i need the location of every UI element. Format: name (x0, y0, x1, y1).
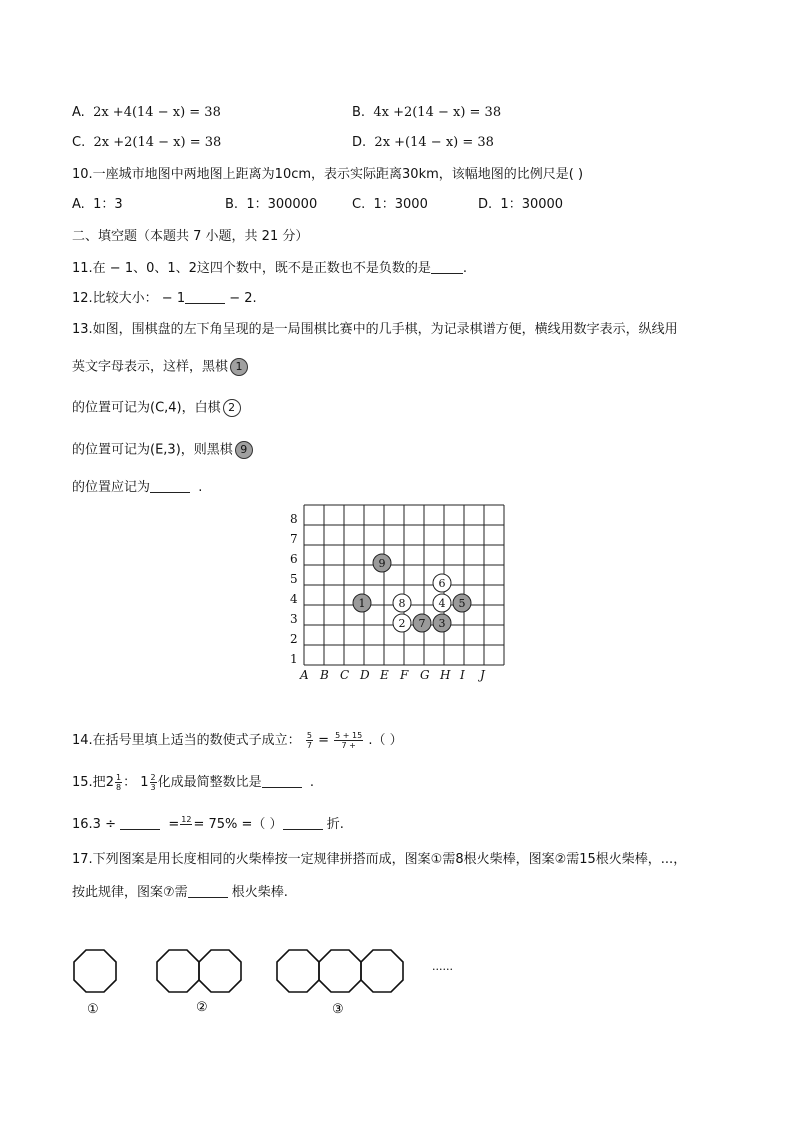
row-label: 5 (290, 572, 298, 586)
octagon-fig2-2 (199, 950, 241, 992)
row-label: 8 (290, 512, 298, 526)
white-stone-2: 2 (223, 399, 241, 417)
q12: 12.比较大小： − 1 − 2. (72, 291, 257, 306)
q16: 16.3 ÷ = 12 = 75% =（ ） 折. (72, 815, 344, 832)
col-label: G (420, 668, 430, 682)
row-label: 7 (290, 532, 298, 546)
white-stone-8 (393, 594, 411, 612)
q10-option-c: C. 1：3000 (352, 197, 428, 212)
q15-fraction-1: $\frac{1}{8}$ (115, 773, 122, 792)
q10-text: 10.一座城市地图中两地图上距离为10cm，表示实际距离30km，该幅地图的比例尺是( ) (72, 167, 584, 182)
black-stone-1 (353, 594, 371, 612)
q17-line2: 按此规律，图案⑦需 根火柴棒. (72, 885, 288, 900)
black-stone-3 (433, 614, 451, 632)
svg-text:3: 3 (438, 617, 446, 630)
q15: 15.把2 $\frac{1}{8}$ ： 1 $\frac{2}{3}$ 化成最简整数比是 . (72, 773, 315, 792)
go-board (286, 502, 526, 692)
svg-text:5: 5 (458, 597, 466, 610)
svg-text:9: 9 (378, 557, 386, 570)
figure-label-2: ② (196, 1000, 208, 1015)
col-label: H (440, 668, 451, 682)
octagon-fig3-3 (361, 950, 403, 992)
col-label: E (380, 668, 389, 682)
octagon-fig1-1 (74, 950, 116, 992)
q13-line3: 的位置可记为(C,4)，白棋 2 (72, 399, 241, 418)
q15-fraction-2: $\frac{2}{3}$ (150, 773, 156, 792)
q13-line4: 的位置可记为(E,3)，则黑棋 9 (72, 441, 253, 460)
q11-blank[interactable] (431, 273, 463, 274)
q14-fraction-left: $\frac{5}{7}$ (306, 731, 312, 750)
row-label: 4 (290, 592, 298, 606)
q14-fraction-right: $\frac{5 + 15}{7 +}$ (335, 731, 363, 750)
q16-fraction: 12 (181, 815, 192, 824)
black-stone-9 (373, 554, 391, 572)
white-stone-4 (433, 594, 451, 612)
q15-blank[interactable] (262, 787, 302, 788)
col-label: I (460, 668, 465, 682)
board-grid (304, 505, 504, 665)
q17-line1: 17.下列图案是用长度相同的火柴棒按一定规律拼搭而成，图案①需8根火柴棒，图案②需15根火柴棒，...， (72, 852, 687, 867)
q10-option-d: D. 1：30000 (478, 197, 564, 212)
col-label: D (360, 668, 370, 682)
q17-blank[interactable] (188, 897, 228, 898)
white-stone-2 (393, 614, 411, 632)
svg-text:7: 7 (418, 617, 426, 630)
q9-option-d: D. 2x +(14 − x) = 38 (352, 135, 494, 150)
octagon-fig3-1 (277, 950, 319, 992)
black-stone-1: 1 (230, 358, 248, 376)
q9-option-b: B. 4x +2(14 − x) = 38 (352, 105, 502, 120)
figure-label-1: ① (87, 1002, 99, 1017)
col-label: C (340, 668, 350, 682)
row-label: 3 (290, 612, 298, 626)
octagon-fig3-2 (319, 950, 361, 992)
white-stone-6 (433, 574, 451, 592)
black-stone-7 (413, 614, 431, 632)
q10-option-b: B. 1：300000 (225, 197, 318, 212)
q10-option-a: A. 1：3 (72, 197, 123, 212)
row-label: 2 (290, 632, 298, 646)
q9-option-c: C. 2x +2(14 − x) = 38 (72, 135, 222, 150)
svg-text:8: 8 (398, 597, 406, 610)
q14: 14.在括号里填上适当的数使式子成立： $\frac{5}{7}$ = $\frac{5 + 15}{7 +}$ .（ ） (72, 731, 403, 750)
col-label: J (480, 668, 485, 682)
q13-line2: 英文字母表示，这样，黑棋 1 (72, 358, 248, 377)
q16-blank-2[interactable] (283, 829, 323, 830)
svg-text:4: 4 (438, 597, 446, 610)
svg-text:6: 6 (438, 577, 446, 590)
q11: 11.在 − 1、0、1、2这四个数中，既不是正数也不是负数的是 . (72, 261, 468, 276)
q13-line1: 13.如图，围棋盘的左下角呈现的是一局围棋比赛中的几手棋，为记录棋谱方便，横线用数字表示，纵线用 (72, 322, 678, 337)
svg-text:1: 1 (358, 597, 366, 610)
figures-ellipsis: ...... (432, 960, 453, 973)
q9-option-a: A. 2x +4(14 − x) = 38 (72, 105, 221, 120)
col-label: F (400, 668, 409, 682)
col-label: B (320, 668, 329, 682)
q16-blank-1[interactable] (120, 829, 160, 830)
svg-text:2: 2 (398, 617, 406, 630)
black-stone-5 (453, 594, 471, 612)
q13-blank[interactable] (150, 492, 190, 493)
octagon-fig2-1 (157, 950, 199, 992)
octagon-figures (70, 940, 490, 1030)
section-heading: 二、填空题（本题共 7 小题，共 21 分） (72, 229, 309, 244)
q12-blank[interactable] (185, 303, 225, 304)
col-label: A (300, 668, 309, 682)
black-stone-9: 9 (235, 441, 253, 459)
figure-label-3: ③ (332, 1002, 344, 1017)
row-label: 1 (290, 652, 298, 666)
row-label: 6 (290, 552, 298, 566)
q13-line5: 的位置应记为 . (72, 480, 203, 495)
